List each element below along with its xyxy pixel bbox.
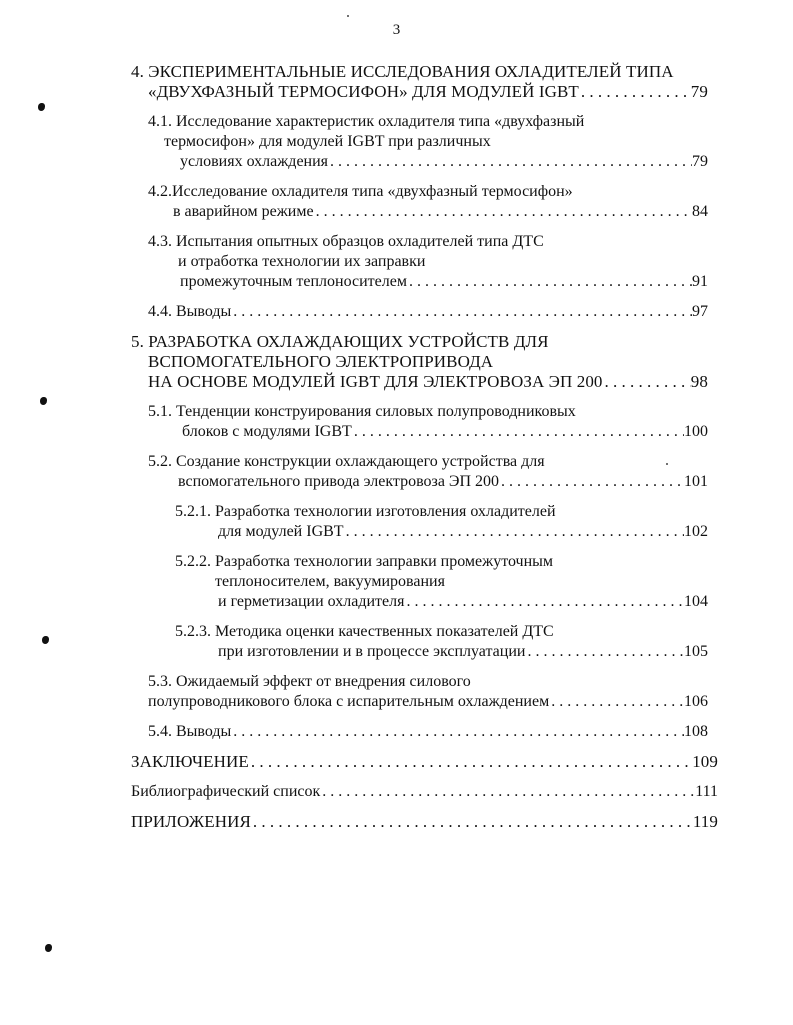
toc-section-5-2-1 [218,522,708,542]
toc-appendices [131,812,718,832]
toc-section-5-2-1-line-2: для модулей IGBT [218,523,344,540]
toc-chapter-4-title-line-1: 4. ЭКСПЕРИМЕНТАЛЬНЫЕ ИССЛЕДОВАНИЯ ОХЛАДИТЕЛЕЙ ТИПА [131,62,674,81]
toc-bibliography [131,782,718,802]
scan-dust [666,463,668,465]
toc-leader-dots [344,522,684,542]
toc-section-5-2-3 [218,642,708,662]
toc-appendices-title: ПРИЛОЖЕНИЯ [131,812,251,831]
toc-section-5-2-page: 101 [684,473,708,490]
toc-section-5-1-line-2: блоков с модулями IGBT [182,423,352,440]
toc-chapter-5-title-line-2: ВСПОМОГАТЕЛЬНОГО ЭЛЕКТРОПРИВОДА [148,352,494,371]
toc-section-5-4-title: 5.4. Выводы [148,723,232,740]
toc-leader-dots [407,272,692,292]
toc-section-5-4-page: 108 [684,723,708,740]
toc-leader-dots [603,372,691,392]
toc-leader-dots [231,722,684,742]
toc-section-5-3-line-1: 5.3. Ожидаемый эффект от внедрения силового [148,673,471,690]
toc-section-5-2-2 [218,592,708,612]
toc-section-5-2-2-page: 104 [684,593,708,610]
toc-leader-dots [499,472,684,492]
toc-leader-dots [320,782,695,802]
toc-section-5-2-2-line-1: 5.2.2. Разработка технологии заправки промежуточным [175,553,554,570]
toc-section-4-3-line-3: промежуточным теплоносителем [180,273,407,290]
toc-section-4-1 [180,152,708,172]
scan-speck [42,636,49,644]
toc-chapter-4 [148,82,708,102]
toc-section-4-1-page: 79 [692,153,708,170]
toc-chapter-5-title-line-3: НА ОСНОВЕ МОДУЛЕЙ IGBT ДЛЯ ЭЛЕКТРОВОЗА ЭП 200 [148,372,603,391]
toc-section-4-1-line-3: условиях охлаждения [180,153,329,170]
toc-section-5-2 [178,472,708,492]
toc-leader-dots [251,812,693,832]
toc-leader-dots [314,202,692,222]
toc-bibliography-title: Библиографический список [131,783,321,800]
toc-section-4-4-page: 97 [692,303,708,320]
toc-leader-dots [352,422,684,442]
toc-appendices-page: 119 [692,812,718,831]
toc-section-5-2-3-line-1: 5.2.3. Методика оценки качественных показателей ДТС [175,623,554,640]
toc-section-4-3-line-1: 4.3. Испытания опытных образцов охладителей типа ДТС [148,233,544,250]
toc-conclusion-page: 109 [692,752,718,771]
toc-section-4-1-line-2: термосифон» для модулей IGBT при различных [164,133,491,150]
toc-chapter-4-page: 79 [690,82,708,101]
scan-speck [40,397,47,405]
toc-section-5-2-line-1: 5.2. Создание конструкции охлаждающего устройства для [148,453,545,470]
toc-section-4-2-page: 84 [692,203,708,220]
toc-leader-dots [525,642,684,662]
toc-leader-dots [549,692,684,712]
toc-section-4-2 [173,202,708,222]
toc-leader-dots [249,752,692,772]
toc-bibliography-page: 111 [695,783,718,800]
toc-section-5-3-page: 106 [684,693,708,710]
toc-leader-dots [328,152,692,172]
toc-section-5-2-line-2: вспомогательного привода электровоза ЭП 200 [178,473,500,490]
toc-section-4-4-title: 4.4. Выводы [148,303,232,320]
toc-section-5-1-line-1: 5.1. Тенденции конструирования силовых полупроводниковых [148,403,576,420]
toc-chapter-4-title-line-2: «ДВУХФАЗНЫЙ ТЕРМОСИФОН» ДЛЯ МОДУЛЕЙ IGBT [148,82,579,101]
scan-speck [45,944,52,952]
toc-chapter-5 [148,372,708,392]
toc-section-5-2-2-line-3: и герметизации охладителя [218,593,405,610]
toc-section-4-3-line-2: и отработка технологии их заправки [178,253,426,270]
toc-section-4-4 [148,302,708,322]
toc-section-5-2-3-page: 105 [684,643,708,660]
toc-section-5-1 [182,422,708,442]
scan-speck [38,103,45,111]
page-number: 3 [392,22,401,38]
toc-section-5-2-1-line-1: 5.2.1. Разработка технологии изготовления охладителей [175,503,556,520]
toc-section-4-3-page: 91 [692,273,708,290]
toc-leader-dots [405,592,685,612]
toc-section-5-3 [148,692,708,712]
toc-section-4-3 [180,272,708,292]
toc-conclusion [131,752,718,772]
toc-section-5-2-2-line-2: теплоносителем, вакуумирования [215,573,445,590]
toc-chapter-5-page: 98 [690,372,708,391]
toc-section-4-2-line-2: в аварийном режиме [173,203,314,220]
toc-section-5-4 [148,722,708,742]
scan-dust [347,15,349,17]
toc-leader-dots [579,82,691,102]
toc-section-4-1-line-1: 4.1. Исследование характеристик охладителя типа «двухфазный [148,113,585,130]
toc-chapter-5-title-line-1: 5. РАЗРАБОТКА ОХЛАЖДАЮЩИХ УСТРОЙСТВ ДЛЯ [131,332,549,351]
toc-section-5-1-page: 100 [684,423,708,440]
toc-leader-dots [231,302,692,322]
toc-section-4-2-line-1: 4.2.Исследование охладителя типа «двухфазный термосифон» [148,183,573,200]
toc-conclusion-title: ЗАКЛЮЧЕНИЕ [131,752,249,771]
toc-section-5-3-line-2: полупроводникового блока с испарительным охлаждением [148,693,550,710]
toc-section-5-2-3-line-2: при изготовлении и в процессе эксплуатации [218,643,526,660]
toc-section-5-2-1-page: 102 [684,523,708,540]
